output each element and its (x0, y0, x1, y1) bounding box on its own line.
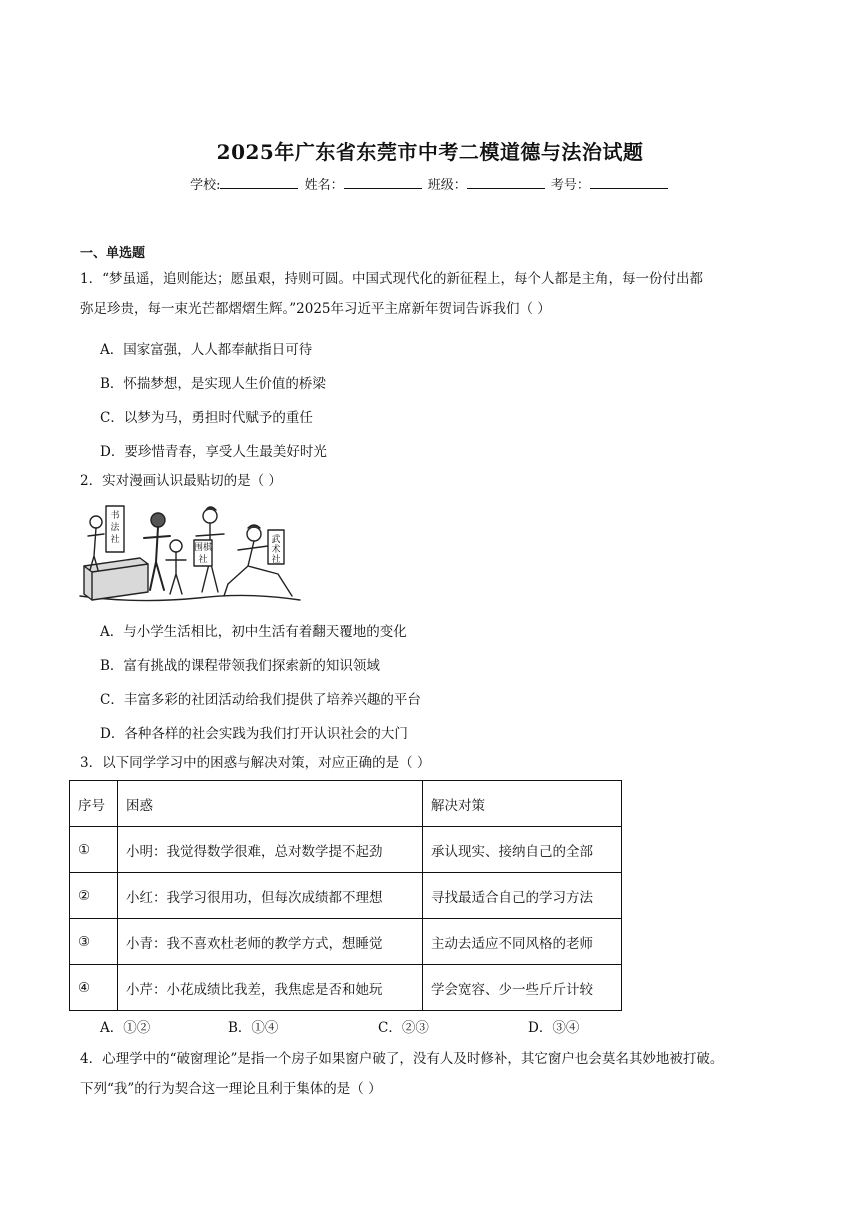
table-cell: ④ (70, 965, 118, 1011)
table-cell: ① (70, 827, 118, 873)
table-cell: 主动去适应不同风格的老师 (423, 919, 622, 965)
question-3-option-d: D．③④ (528, 1020, 580, 1036)
class-label: 班级： (427, 178, 467, 193)
comic-sign-go: 围棋社 (193, 543, 213, 565)
table-cell: 承认现实、接纳自己的全部 (423, 827, 622, 873)
question-3-table (69, 780, 622, 1011)
question-4-line-1: 4．心理学中的“破窗理论”是指一个房子如果窗户破了，没有人及时修补，其它窗户也会莫名其妙地被打破。 (80, 1051, 724, 1067)
question-1-option-b: B．怀揣梦想，是实现人生价值的桥梁 (100, 376, 326, 392)
table-cell: 小明：我觉得数学很难，总对数学提不起劲 (118, 827, 423, 873)
section-heading: 一、单选题 (80, 246, 146, 261)
question-2-option-c: C．丰富多彩的社团活动给我们提供了培养兴趣的平台 (100, 692, 421, 708)
number-blank (590, 176, 668, 189)
table-header-cell: 困惑 (118, 781, 423, 827)
question-3-option-a: A．①② (100, 1020, 151, 1036)
table-header-cell: 序号 (70, 781, 118, 827)
question-2-option-d: D．各种各样的社会实践为我们打开认识社会的大门 (100, 726, 408, 742)
table-row (70, 827, 622, 873)
table-cell: ③ (70, 919, 118, 965)
table-cell: 小红：我学习很用功，但每次成绩都不理想 (118, 873, 423, 919)
question-1-option-d: D．要珍惜青春，享受人生最美好时光 (100, 444, 327, 460)
comic-sign-martial-arts: 武术社 (271, 535, 281, 565)
comic-illustration (78, 500, 304, 608)
question-4-stem (80, 1044, 800, 1104)
question-1-stem (80, 264, 780, 324)
table-cell: 小青：我不喜欢杜老师的教学方式，想睡觉 (118, 919, 423, 965)
question-2-option-b: B．富有挑战的课程带领我们探索新的知识领域 (100, 658, 380, 674)
comic-sign-calligraphy: 书法社 (110, 511, 120, 545)
question-1-option-a: A．国家富强，人人都奉献指日可待 (100, 342, 313, 358)
name-label: 姓名： (304, 178, 344, 193)
table-header-cell: 解决对策 (423, 781, 622, 827)
table-cell: 学会宽容、少一些斤斤计较 (423, 965, 622, 1011)
table-cell: ② (70, 873, 118, 919)
table-row (70, 873, 622, 919)
table-cell: 寻找最适合自己的学习方法 (423, 873, 622, 919)
question-3-option-c: C．②③ (378, 1020, 429, 1036)
name-blank (344, 176, 422, 189)
table-header-row (70, 781, 622, 827)
question-2-option-a: A．与小学生活相比，初中生活有着翻天覆地的变化 (100, 624, 407, 640)
question-1-line-2: 弥足珍贵，每一束光芒都熠熠生辉。”2025年习近平主席新年贺词告诉我们（ ） (80, 301, 551, 317)
question-3-option-b: B．①④ (228, 1020, 279, 1036)
school-blank (220, 176, 298, 189)
number-label: 考号： (550, 178, 590, 193)
student-info-line (0, 174, 860, 193)
page-title: 2025年广东省东莞市中考二模道德与法治试题 (216, 140, 644, 164)
class-blank (467, 176, 545, 189)
question-3-stem: 3．以下同学学习中的困惑与解决对策，对应正确的是（ ） (80, 755, 431, 771)
question-1-option-c: C．以梦为马，勇担时代赋予的重任 (100, 410, 313, 426)
table-row (70, 965, 622, 1011)
school-label: 学校: (190, 178, 221, 193)
table-row (70, 919, 622, 965)
table-cell: 小芹：小花成绩比我差，我焦虑是否和她玩 (118, 965, 423, 1011)
question-1-line-1: 1．“梦虽遥，追则能达；愿虽艰，持则可圆。中国式现代化的新征程上，每个人都是主角，每一份付出都 (80, 271, 703, 287)
question-4-line-2: 下列“我”的行为契合这一理论且利于集体的是（ ） (80, 1081, 382, 1097)
question-2-stem: 2．实对漫画认识最贴切的是（ ） (80, 473, 282, 489)
